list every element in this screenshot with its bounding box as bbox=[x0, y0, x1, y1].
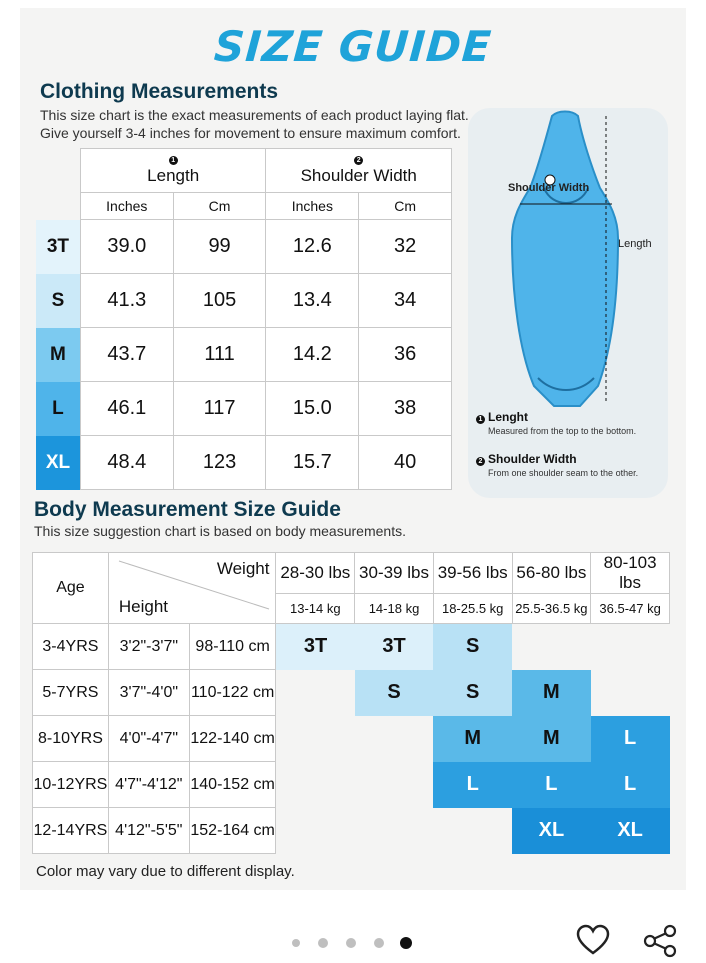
height-ft-cell: 3'2"-3'7" bbox=[108, 624, 189, 670]
size-recommendation-empty bbox=[591, 670, 670, 716]
size-label: S bbox=[36, 274, 80, 328]
height-ft-cell: 4'0"-4'7" bbox=[108, 716, 189, 762]
height-cm-cell: 98-110 cm bbox=[189, 624, 276, 670]
shoulder-cm: 34 bbox=[359, 274, 452, 328]
length-inches: 39.0 bbox=[80, 220, 173, 274]
garment-diagram-panel bbox=[468, 108, 668, 498]
weight-lbs-header: 56-80 lbs bbox=[512, 553, 591, 594]
length-cm: 99 bbox=[173, 220, 266, 274]
shoulder-cm: 32 bbox=[359, 220, 452, 274]
weight-kg-header: 18-25.5 kg bbox=[433, 594, 512, 624]
size-recommendation: M bbox=[433, 716, 512, 762]
height-cm-cell: 152-164 cm bbox=[189, 808, 276, 854]
shoulder-width-header-label: Shoulder Width bbox=[300, 165, 417, 185]
weight-lbs-header: 39-56 lbs bbox=[433, 553, 512, 594]
length-inches: 48.4 bbox=[80, 436, 173, 490]
carousel-dot[interactable] bbox=[292, 939, 300, 947]
age-cell: 12-14YRS bbox=[33, 808, 109, 854]
age-cell: 3-4YRS bbox=[33, 624, 109, 670]
shoulder-cm: 38 bbox=[359, 382, 452, 436]
shoulder-inches: 12.6 bbox=[266, 220, 359, 274]
note-shoulder-desc: From one shoulder seam to the other. bbox=[488, 468, 639, 478]
weight-lbs-header: 80-103 lbs bbox=[591, 553, 670, 594]
unit-header: Cm bbox=[359, 193, 452, 220]
height-cm-cell: 140-152 cm bbox=[189, 762, 276, 808]
size-label: XL bbox=[36, 436, 80, 490]
clothing-desc-1: This size chart is the exact measurements of each product laying flat. bbox=[40, 107, 469, 123]
age-cell: 8-10YRS bbox=[33, 716, 109, 762]
page-title: SIZE GUIDE bbox=[212, 22, 494, 71]
size-recommendation-empty bbox=[355, 808, 434, 854]
diagram-shoulder-label: Shoulder Width bbox=[508, 182, 590, 194]
size-recommendation: XL bbox=[591, 808, 670, 854]
weight-lbs-header: 28-30 lbs bbox=[276, 553, 355, 594]
weight-label: Weight bbox=[216, 559, 270, 578]
size-recommendation: XL bbox=[512, 808, 591, 854]
diagram-length-label: Length bbox=[618, 238, 652, 250]
height-ft-cell: 3'7"-4'0" bbox=[108, 670, 189, 716]
size-recommendation: S bbox=[355, 670, 434, 716]
age-cell: 10-12YRS bbox=[33, 762, 109, 808]
weight-kg-header: 36.5-47 kg bbox=[591, 594, 670, 624]
height-ft-cell: 4'7"-4'12" bbox=[108, 762, 189, 808]
size-recommendation: M bbox=[512, 670, 591, 716]
length-cm: 105 bbox=[173, 274, 266, 328]
size-recommendation: L bbox=[591, 762, 670, 808]
size-recommendation-empty bbox=[433, 808, 512, 854]
size-recommendation: 3T bbox=[276, 624, 355, 670]
size-recommendation: 3T bbox=[355, 624, 434, 670]
shoulder-inches: 15.0 bbox=[266, 382, 359, 436]
body-desc: This size suggestion chart is based on body measurements. bbox=[34, 523, 406, 539]
size-recommendation-empty bbox=[355, 762, 434, 808]
note-shoulder-title bbox=[476, 452, 577, 466]
number-two-icon: 2 bbox=[354, 156, 363, 165]
height-cm-cell: 110-122 cm bbox=[189, 670, 276, 716]
size-recommendation-empty bbox=[276, 716, 355, 762]
number-two-icon: 2 bbox=[476, 457, 485, 466]
carousel-dot[interactable] bbox=[318, 938, 328, 948]
size-recommendation-empty bbox=[355, 716, 434, 762]
length-inches: 43.7 bbox=[80, 328, 173, 382]
weight-lbs-header: 30-39 lbs bbox=[355, 553, 434, 594]
shoulder-inches: 14.2 bbox=[266, 328, 359, 382]
length-cm: 117 bbox=[173, 382, 266, 436]
carousel-dot[interactable] bbox=[346, 938, 356, 948]
corner-cell bbox=[36, 149, 80, 220]
color-disclaimer: Color may vary due to different display. bbox=[36, 863, 295, 880]
body-size-table bbox=[32, 552, 670, 854]
size-recommendation: M bbox=[512, 716, 591, 762]
size-recommendation: L bbox=[433, 762, 512, 808]
number-one-icon: 1 bbox=[169, 156, 178, 165]
size-recommendation-empty bbox=[512, 624, 591, 670]
heart-icon bbox=[576, 924, 610, 956]
unit-header: Cm bbox=[173, 193, 266, 220]
size-label: L bbox=[36, 382, 80, 436]
height-ft-cell: 4'12"-5'5" bbox=[108, 808, 189, 854]
length-inches: 41.3 bbox=[80, 274, 173, 328]
age-header: Age bbox=[33, 553, 109, 624]
clothing-desc-2: Give yourself 3-4 inches for movement to ensure maximum comfort. bbox=[40, 125, 461, 141]
weight-height-header bbox=[108, 553, 276, 624]
length-header-label: Length bbox=[147, 165, 200, 185]
length-header bbox=[80, 149, 266, 193]
age-cell: 5-7YRS bbox=[33, 670, 109, 716]
size-recommendation-empty bbox=[276, 670, 355, 716]
size-recommendation-empty bbox=[276, 808, 355, 854]
size-label: M bbox=[36, 328, 80, 382]
size-recommendation: L bbox=[591, 716, 670, 762]
carousel-dot[interactable] bbox=[374, 938, 384, 948]
clothing-size-table bbox=[36, 148, 452, 490]
like-button[interactable] bbox=[576, 924, 610, 956]
note-shoulder-title-text: Shoulder Width bbox=[488, 452, 577, 466]
weight-kg-header: 14-18 kg bbox=[355, 594, 434, 624]
unit-header: Inches bbox=[266, 193, 359, 220]
carousel-dot-active[interactable] bbox=[400, 937, 412, 949]
shoulder-cm: 36 bbox=[359, 328, 452, 382]
clothing-heading: Clothing Measurements bbox=[40, 80, 279, 103]
garment-illustration bbox=[468, 108, 668, 498]
weight-kg-header: 25.5-36.5 kg bbox=[512, 594, 591, 624]
size-guide-card bbox=[20, 8, 686, 890]
length-cm: 111 bbox=[173, 328, 266, 382]
height-cm-cell: 122-140 cm bbox=[189, 716, 276, 762]
shoulder-inches: 15.7 bbox=[266, 436, 359, 490]
shoulder-width-header bbox=[266, 149, 452, 193]
size-recommendation: L bbox=[512, 762, 591, 808]
size-recommendation-empty bbox=[276, 762, 355, 808]
note-length-desc: Measured from the top to the bottom. bbox=[488, 426, 637, 436]
share-icon bbox=[642, 924, 678, 958]
weight-kg-header: 13-14 kg bbox=[276, 594, 355, 624]
share-button[interactable] bbox=[642, 924, 678, 958]
size-recommendation-empty bbox=[591, 624, 670, 670]
note-length-title bbox=[476, 410, 528, 424]
body-heading: Body Measurement Size Guide bbox=[34, 498, 341, 521]
number-one-icon: 1 bbox=[476, 415, 485, 424]
size-recommendation: S bbox=[433, 624, 512, 670]
size-label: 3T bbox=[36, 220, 80, 274]
shoulder-cm: 40 bbox=[359, 436, 452, 490]
note-length-title-text: Lenght bbox=[488, 410, 528, 424]
shoulder-inches: 13.4 bbox=[266, 274, 359, 328]
size-recommendation: S bbox=[433, 670, 512, 716]
height-label: Height bbox=[118, 597, 168, 616]
length-inches: 46.1 bbox=[80, 382, 173, 436]
length-cm: 123 bbox=[173, 436, 266, 490]
unit-header: Inches bbox=[80, 193, 173, 220]
